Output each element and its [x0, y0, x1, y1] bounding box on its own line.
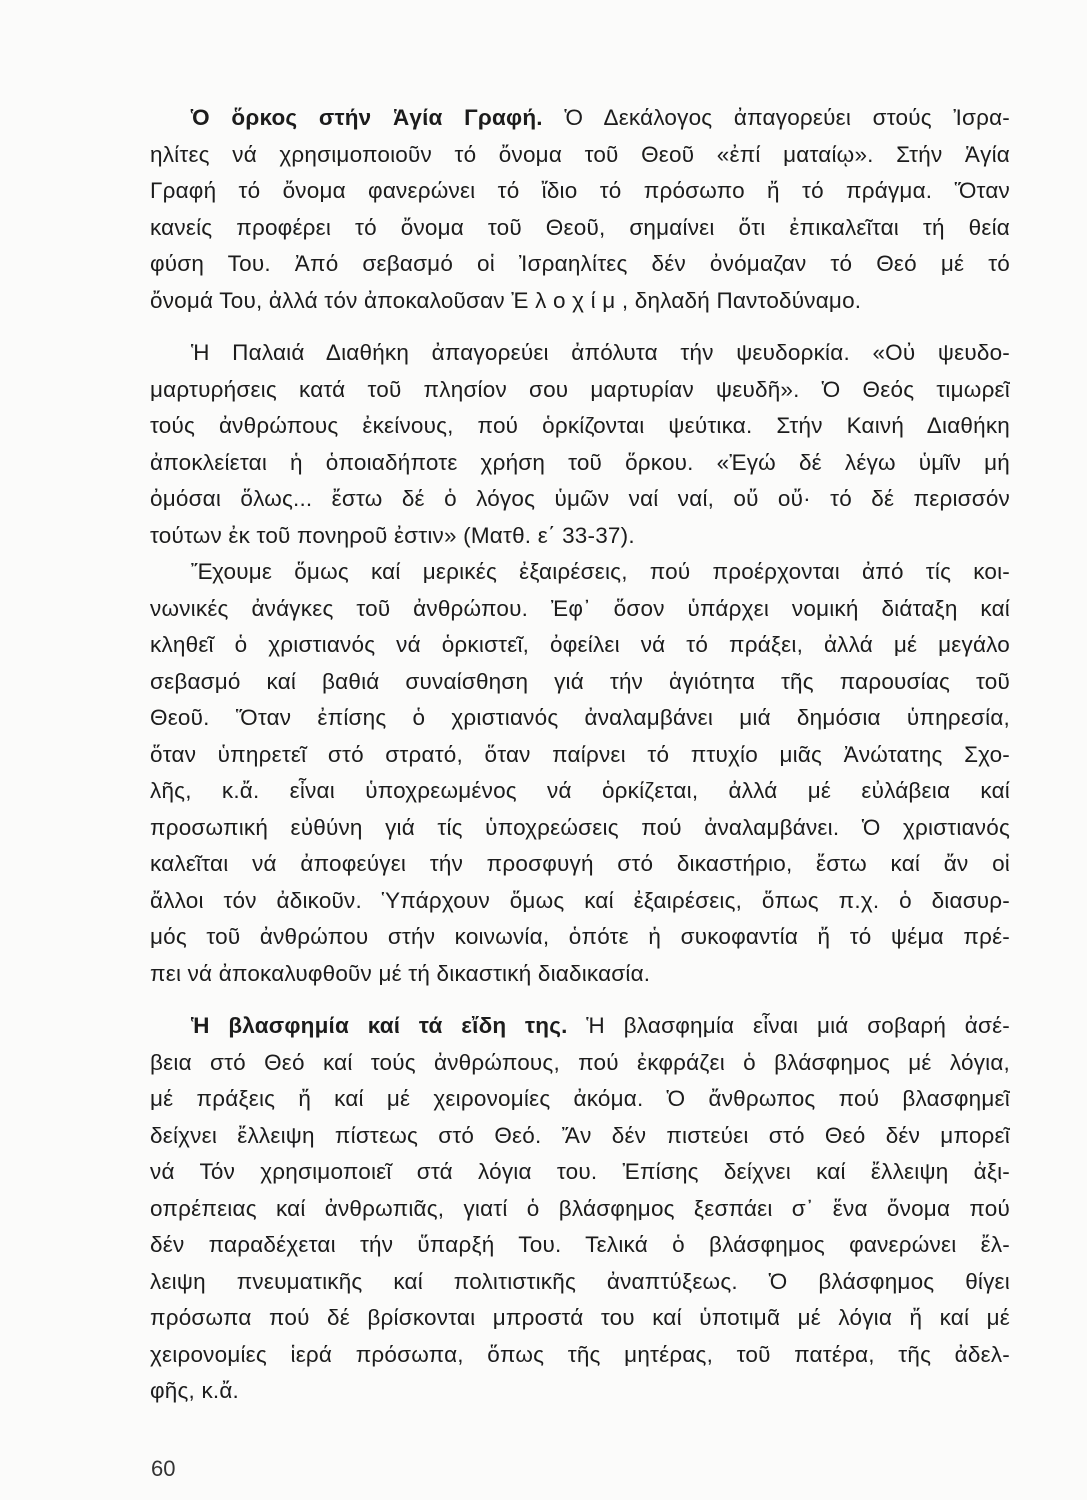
text-line: Ἡ Παλαιά Διαθήκη ἀπαγορεύει ἀπόλυτα τήν ψευδορκία. «Οὐ ψευδο-	[191, 340, 1010, 365]
text-line: δείχνει ἔλλειψη πίστεως στό Θεό. Ἄν δέν πιστεύει στό Θεό δέν μπορεῖ	[150, 1122, 1010, 1148]
paragraph-gap	[150, 319, 1010, 335]
text-line: λειψη πνευματικῆς καί πολιτιστικῆς ἀναπτύξεως. Ὁ βλάσφημος θίγει	[150, 1268, 1010, 1294]
text-line: καλεῖται νά ἀποφεύγει τήν προσφυγή στό δικαστήριο, ἔστω καί ἄν οἱ	[150, 851, 1010, 876]
text-line: φῆς, κ.ἄ.	[150, 1378, 240, 1403]
text-line: νωνικές ἀνάγκες τοῦ ἀνθρώπου. Ἐφ᾿ ὅσον ὑπάρχει νομική διάταξη καί	[150, 595, 1010, 621]
text-line: Ἔχουμε ὅμως καί μερικές ἐξαιρέσεις, πού προέρχονται ἀπό τίς κοι-	[191, 559, 1010, 584]
paragraph	[150, 100, 1010, 319]
text-line: πει νά ἀποκαλυφθοῦν μέ τή δικαστική διαδικασία.	[150, 960, 651, 986]
text-line: Γραφή τό ὄνομα φανερώνει τό ἴδιο τό πρόσωπο ἤ τό πράγμα. Ὅταν	[150, 178, 1010, 203]
text-line: προσωπική εὐθύνη γιά τίς ὑποχρεώσεις πού ἀναλαμβάνει. Ὁ χριστιανός	[150, 814, 1010, 840]
paragraph	[150, 335, 1010, 554]
text-line: ἄλλοι τόν ἀδικοῦν. Ὑπάρχουν ὅμως καί ἐξαιρέσεις, ὅπως π.χ. ὁ διασυρ-	[150, 887, 1010, 913]
text-line: τούτων ἐκ τοῦ πονηροῦ ἐστιν» (Ματθ. ε΄ 33-37).	[150, 522, 635, 548]
text-line: μέ πράξεις ἤ καί μέ χειρονομίες ἀκόμα. Ὁ ἄνθρωπος πού βλασφημεῖ	[150, 1086, 1010, 1111]
text-line: τούς ἀνθρώπους ἐκείνους, πού ὁρκίζονται ψεύτικα. Στήν Καινή Διαθήκη	[150, 413, 1010, 438]
text-line: ὅταν ὑπηρετεῖ στό στρατό, ὅταν παίρνει τό πτυχίο μιᾶς Ἀνώτατης Σχο-	[150, 741, 1010, 767]
text-line: κληθεῖ ὁ χριστιανός νά ὁρκιστεῖ, ὀφείλει νά τό πράξει, ἀλλά μέ μεγάλο	[150, 632, 1010, 657]
text-line: λῆς, κ.ἄ. εἶναι ὑποχρεωμένος νά ὁρκίζεται, ἀλλά μέ εὐλάβεια καί	[150, 778, 1010, 803]
page-number: 60	[151, 1456, 176, 1481]
page-body-text	[150, 100, 1010, 1410]
text-line: μός τοῦ ἀνθρώπου στήν κοινωνία, ὁπότε ἡ συκοφαντία ἤ τό ψέμα πρέ-	[150, 924, 1010, 949]
text-line: βεια στό Θεό καί τούς ἀνθρώπους, πού ἐκφράζει ὁ βλάσφημος μέ λόγια,	[150, 1049, 1010, 1075]
text-line: ὄνομά Του, ἀλλά τόν ἀποκαλοῦσαν Ἐ λ ο χ ί μ , δηλαδή Παντοδύναμο.	[150, 287, 862, 313]
text-line: Ἡ βλασφημία καί τά εἴδη της. Ἡ βλασφημία εἶναι μιά σοβαρή ἀσέ-	[191, 1013, 1010, 1038]
text-line: οπρέπειας καί ἀνθρωπιᾶς, γιατί ὁ βλάσφημος ξεσπάει σ᾿ ἕνα ὄνομα πού	[150, 1195, 1010, 1221]
text-line: Θεοῦ. Ὅταν ἐπίσης ὁ χριστιανός ἀναλαμβάνει μιά δημόσια ὑπηρεσία,	[150, 705, 1010, 730]
text-line: κανείς προφέρει τό ὄνομα τοῦ Θεοῦ, σημαίνει ὅτι ἐπικαλεῖται τή θεία	[150, 214, 1010, 240]
text-line: νά Τόν χρησιμοποιεῖ στά λόγια του. Ἐπίσης δείχνει καί ἔλλειψη ἀξι-	[150, 1159, 1010, 1184]
text-line: σεβασμό καί βαθιά συναίσθηση γιά τήν ἁγιότητα τῆς παρουσίας τοῦ	[150, 668, 1010, 694]
text-line: ηλίτες νά χρησιμοποιοῦν τό ὄνομα τοῦ Θεοῦ «ἐπί ματαίῳ». Στήν Ἁγία	[150, 141, 1010, 167]
text-line: χειρονομίες ἱερά πρόσωπα, ὅπως τῆς μητέρας, τοῦ πατέρα, τῆς ἀδελ-	[150, 1341, 1010, 1367]
paragraph	[150, 1008, 1010, 1410]
text-line: ὀμόσαι ὅλως... ἔστω δέ ὁ λόγος ὑμῶν ναί ναί, οὔ οὔ· τό δέ περισσόν	[150, 486, 1010, 511]
section-heading: Ὁ ὅρκος στήν Ἁγία Γραφή.	[191, 105, 543, 130]
text-line: ἀποκλείεται ἡ ὁποιαδήποτε χρήση τοῦ ὅρκου. «Ἐγώ δέ λέγω ὑμῖν μή	[150, 449, 1010, 475]
section-heading: Ἡ βλασφημία καί τά εἴδη της.	[191, 1013, 568, 1038]
paragraph-gap	[150, 992, 1010, 1008]
text-line: φύση Του. Ἀπό σεβασμό οἱ Ἰσραηλίτες δέν ὀνόμαζαν τό Θεό μέ τό	[150, 251, 1010, 276]
text-line: πρόσωπα πού δέ βρίσκονται μπροστά του καί ὑποτιμᾶ μέ λόγια ἤ καί μέ	[150, 1305, 1010, 1330]
text-line: μαρτυρήσεις κατά τοῦ πλησίον σου μαρτυρίαν ψευδῆ». Ὁ Θεός τιμωρεῖ	[150, 376, 1010, 402]
text-line: Ὁ ὅρκος στήν Ἁγία Γραφή. Ὁ Δεκάλογος ἀπαγορεύει στούς Ἰσρα-	[191, 105, 1010, 130]
paragraph	[150, 554, 1010, 992]
text-line: δέν παραδέχεται τήν ὕπαρξή Του. Τελικά ὁ βλάσφημος φανερώνει ἔλ-	[150, 1232, 1010, 1257]
